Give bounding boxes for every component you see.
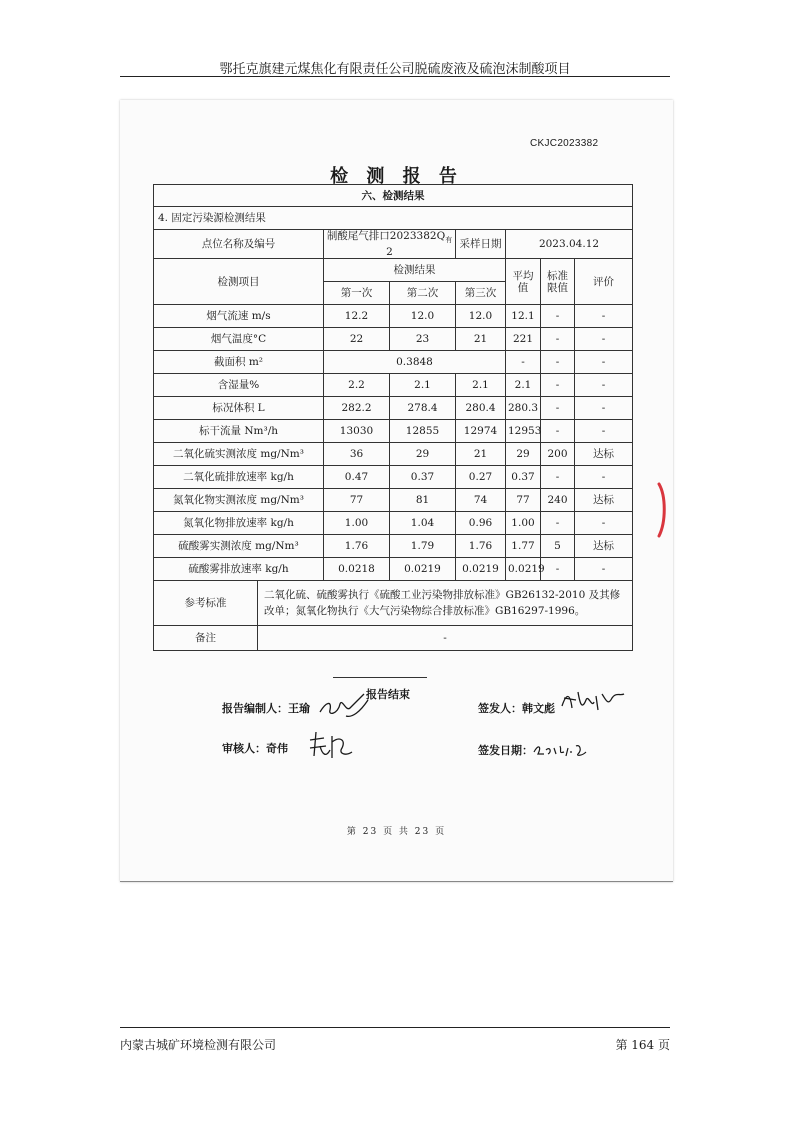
row-value-3: 21 <box>456 328 506 351</box>
row-item: 烟气温度°C <box>154 328 324 351</box>
row-value-2: 23 <box>390 328 456 351</box>
row-item: 标况体积 L <box>154 397 324 420</box>
point-label: 点位名称及编号 <box>154 230 324 259</box>
table-row <box>154 397 633 420</box>
row-average: 77 <box>506 489 541 512</box>
table-row <box>154 351 633 374</box>
row-average: 1.00 <box>506 512 541 535</box>
row-value-2: 1.79 <box>390 535 456 558</box>
header-results: 检测结果 <box>324 259 506 282</box>
row-value-2: 29 <box>390 443 456 466</box>
table-row <box>154 328 633 351</box>
report-end-label: 报告结束 <box>366 688 410 701</box>
footer-page-number: 第 164 页 <box>615 1038 670 1052</box>
table-row <box>154 558 633 581</box>
row-value-3: 0.0219 <box>456 558 506 581</box>
row-evaluation: 达标 <box>575 443 633 466</box>
row-value-3: 74 <box>456 489 506 512</box>
subsection-title: 4. 固定污染源检测结果 <box>154 207 633 230</box>
row-value-2: 81 <box>390 489 456 512</box>
row-value-1: 77 <box>324 489 390 512</box>
row-value-3: 0.96 <box>456 512 506 535</box>
date-label: 采样日期 <box>456 230 506 259</box>
reference-label: 参考标准 <box>154 581 258 626</box>
row-value-2: 278.4 <box>390 397 456 420</box>
header-first: 第一次 <box>324 282 390 305</box>
report-number: CKJC2023382 <box>530 138 599 149</box>
header-limit: 标准限值 <box>541 259 575 305</box>
row-merged-value: 0.3848 <box>324 351 506 374</box>
reviewer-signature <box>306 728 356 764</box>
row-evaluation: - <box>575 305 633 328</box>
row-value-1: 0.47 <box>324 466 390 489</box>
row-evaluation: - <box>575 397 633 420</box>
row-value-2: 0.0219 <box>390 558 456 581</box>
row-limit: 240 <box>541 489 575 512</box>
row-average: 280.3 <box>506 397 541 420</box>
row-average: 29 <box>506 443 541 466</box>
header-rule <box>120 76 670 77</box>
row-limit: 5 <box>541 535 575 558</box>
results-table <box>153 184 633 651</box>
compiler-signature <box>316 688 376 722</box>
row-item: 二氧化硫排放速率 kg/h <box>154 466 324 489</box>
row-average: - <box>506 351 541 374</box>
row-value-2: 1.04 <box>390 512 456 535</box>
row-limit: - <box>541 466 575 489</box>
row-average: 12.1 <box>506 305 541 328</box>
row-value-3: 0.27 <box>456 466 506 489</box>
row-limit: - <box>541 397 575 420</box>
signer-label: 签发人：韩文彪 <box>478 702 555 715</box>
row-value-2: 12.0 <box>390 305 456 328</box>
section-title: 六、检测结果 <box>154 185 633 207</box>
reviewer-label: 审核人：奇伟 <box>222 742 288 755</box>
scanned-report <box>120 100 673 882</box>
compiler-label: 报告编制人：王瑜 <box>222 702 310 715</box>
header-average: 平均值 <box>506 259 541 305</box>
table-row <box>154 374 633 397</box>
row-value-1: 12.2 <box>324 305 390 328</box>
row-value-1: 2.2 <box>324 374 390 397</box>
point-value: 制酸尾气排口$2023382Q_有2$ <box>324 230 456 259</box>
footer-company: 内蒙古城矿环境检测有限公司 <box>120 1038 277 1052</box>
row-value-2: 0.37 <box>390 466 456 489</box>
row-average: 0.37 <box>506 466 541 489</box>
remark-label: 备注 <box>154 626 258 651</box>
scan-edge <box>120 881 673 882</box>
row-item: 硫酸雾实测浓度 mg/Nm³ <box>154 535 324 558</box>
row-value-1: 1.00 <box>324 512 390 535</box>
row-average: 12953 <box>506 420 541 443</box>
row-limit: - <box>541 512 575 535</box>
row-evaluation: - <box>575 420 633 443</box>
row-item: 含湿量% <box>154 374 324 397</box>
remark-value: - <box>258 626 633 651</box>
row-item: 截面积 m² <box>154 351 324 374</box>
row-value-1: 0.0218 <box>324 558 390 581</box>
reference-text: 二氧化硫、硫酸雾执行《硫酸工业污染物排放标准》GB26132-2010 及其修改单；氮氧化物执行《大气污染物综合排放标准》GB16297-1996。 <box>258 581 633 626</box>
row-value-1: 36 <box>324 443 390 466</box>
header-evaluation: 评价 <box>575 259 633 305</box>
row-evaluation: - <box>575 374 633 397</box>
row-limit: - <box>541 351 575 374</box>
row-item: 二氧化硫实测浓度 mg/Nm³ <box>154 443 324 466</box>
row-value-3: 12974 <box>456 420 506 443</box>
row-evaluation: 达标 <box>575 489 633 512</box>
table-row <box>154 443 633 466</box>
row-value-1: 22 <box>324 328 390 351</box>
row-evaluation: - <box>575 328 633 351</box>
row-average: 0.0219 <box>506 558 541 581</box>
report-title: 检 测 报 告 <box>330 166 463 187</box>
sign-date-label: 签发日期： <box>478 744 533 757</box>
row-evaluation: - <box>575 558 633 581</box>
stamp-edge-mark <box>656 482 670 538</box>
row-evaluation: 达标 <box>575 535 633 558</box>
header-item: 检测项目 <box>154 259 324 305</box>
row-item: 标干流量 Nm³/h <box>154 420 324 443</box>
row-limit: - <box>541 305 575 328</box>
row-average: 2.1 <box>506 374 541 397</box>
table-row <box>154 420 633 443</box>
table-row <box>154 512 633 535</box>
row-item: 氮氧化物排放速率 kg/h <box>154 512 324 535</box>
table-row <box>154 305 633 328</box>
row-average: 221 <box>506 328 541 351</box>
row-value-3: 1.76 <box>456 535 506 558</box>
footer-rule <box>120 1027 670 1028</box>
row-value-1: 282.2 <box>324 397 390 420</box>
end-rule <box>333 677 427 678</box>
page-header: 鄂托克旗建元煤焦化有限责任公司脱硫废液及硫泡沫制酸项目 <box>219 62 571 77</box>
header-third: 第三次 <box>456 282 506 305</box>
row-evaluation: - <box>575 466 633 489</box>
row-evaluation: - <box>575 512 633 535</box>
row-value-2: 2.1 <box>390 374 456 397</box>
row-limit: 200 <box>541 443 575 466</box>
row-value-2: 12855 <box>390 420 456 443</box>
row-value-1: 1.76 <box>324 535 390 558</box>
row-value-3: 21 <box>456 443 506 466</box>
sign-date-handwritten <box>532 738 592 760</box>
row-limit: - <box>541 328 575 351</box>
row-value-1: 13030 <box>324 420 390 443</box>
row-item: 烟气流速 m/s <box>154 305 324 328</box>
row-average: 1.77 <box>506 535 541 558</box>
row-value-3: 280.4 <box>456 397 506 420</box>
signer-signature <box>558 686 628 718</box>
row-evaluation: - <box>575 351 633 374</box>
row-limit: - <box>541 374 575 397</box>
row-value-3: 2.1 <box>456 374 506 397</box>
report-page-indicator: 第 23 页 共 23 页 <box>346 827 447 837</box>
row-value-3: 12.0 <box>456 305 506 328</box>
date-value: 2023.04.12 <box>506 230 633 259</box>
row-item: 硫酸雾排放速率 kg/h <box>154 558 324 581</box>
row-limit: - <box>541 420 575 443</box>
row-item: 氮氧化物实测浓度 mg/Nm³ <box>154 489 324 512</box>
table-row <box>154 535 633 558</box>
header-second: 第二次 <box>390 282 456 305</box>
table-row <box>154 466 633 489</box>
table-row <box>154 489 633 512</box>
row-limit: - <box>541 558 575 581</box>
